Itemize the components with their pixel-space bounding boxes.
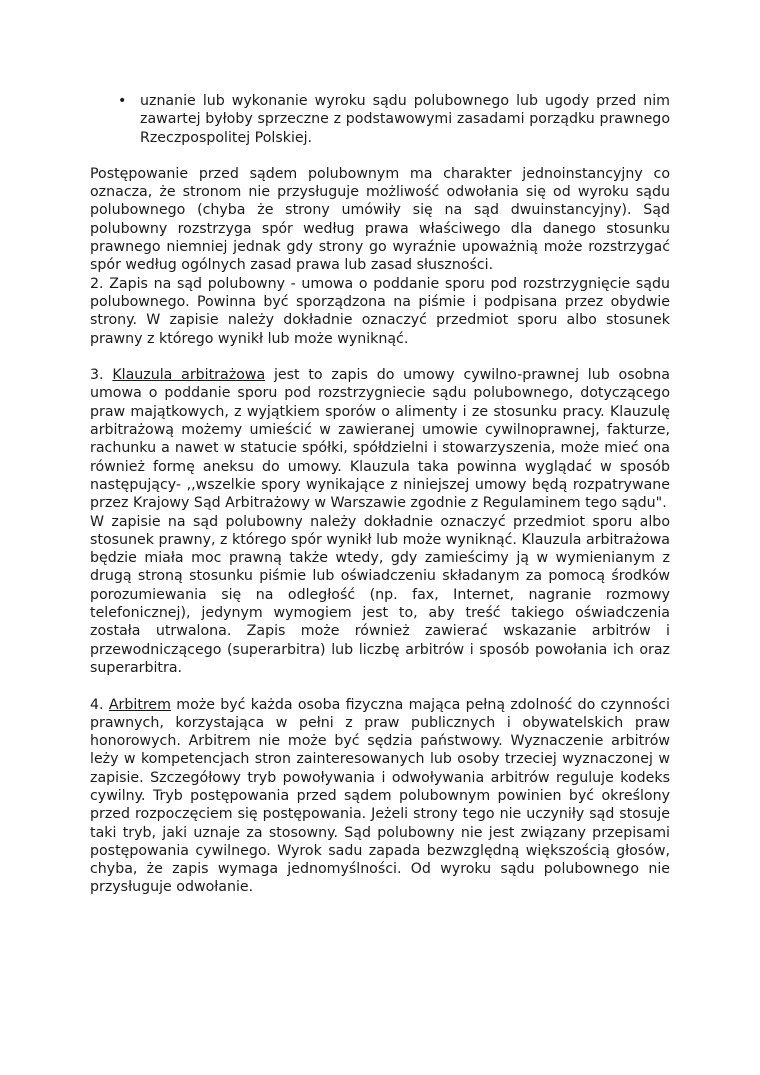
bullet-icon: • [118, 93, 127, 109]
paragraph-3 [90, 366, 670, 512]
paragraph-proceedings: Postępowanie przed sądem polubownym ma charakter jednoinstancyjny co oznacza, że stronom nie przysługuje możliwość odwołania się od wyroku sądu polubownego (chyba że strony umówiły się na sąd dwuinstancyjny). Sąd polubowny rozstrzyga spór według prawa właściwego dla danego stosunku prawnego niemniej jednak gdy strony go wyraźnie upoważnią może rozstrzygać spór według ogólnych zasad prawa lub zasad słuszności. [90, 165, 670, 274]
bullet-text: uznanie lub wykonanie wyroku sądu polubownego lub ugody przed nim zawartej byłoby sprzeczne z podstawowymi zasadami porządku prawnego Rzeczpospolitej Polskiej. [140, 93, 670, 146]
paragraph-3b: W zapisie na sąd polubowny należy dokładnie oznaczyć przedmiot sporu albo stosunek prawny, z którego spór wynikł lub może wyniknąć. Klauzula arbitrażowa będzie miała moc prawną także wtedy, gdy zamieścimy ją w wymienianym z drugą stroną stosunku piśmie lub oświadczeniu składanym za pomocą środków porozumiewania się na odległość (np. fax, Internet, nagranie rozmowy telefonicznej), jedynym wymogiem jest to, aby treść takiego oświadczenia została utrwalona. Zapis może również zawierać wskazanie arbitrów i przewodniczącego (superarbitra) lub liczbę arbitrów i sposób powołania ich oraz superarbitra. [90, 513, 670, 676]
paragraph-gap [90, 677, 670, 695]
document-page [90, 92, 670, 897]
paragraph-4 [90, 696, 670, 897]
paragraph-2: 2. Zapis na sąd polubowny - umowa o poddanie sporu pod rozstrzygnięcie sądu polubownego. Powinna być sporządzona na piśmie i podpisana przez obydwie strony. W zapisie należy dokładnie oznaczyć przedmiot sporu albo stosunek prawny z którego wynikł lub może wyniknąć. [90, 275, 670, 347]
paragraph-gap [90, 348, 670, 366]
paragraph-3-number: 3. [90, 367, 113, 384]
term-klauzula-arbitrazowa: Klauzula arbitrażowa [112, 367, 266, 384]
term-arbiter: Arbitrem [108, 696, 171, 713]
paragraph-3-text: jest to zapis do umowy cywilno-prawnej lub osobna umowa o poddanie sporu pod rozstrzygniecie sądu polubownego, dotyczącego praw majątkowych, z wyjątkiem sporów o alimenty i ze stosunku pracy. Klauzulę arbitrażową możemy umieścić w zawieranej umowie cywilnoprawnej, fakturze, rachunku a nawet w statucie spółki, spółdzielni i stowarzyszenia, może mieć ona również formę aneksu do umowy. Klauzula taka powinna wyglądać w sposób następujący- ,,wszelkie spory wynikające z niniejszej umowy będą rozpatrywane przez Krajowy Sąd Arbitrażowy w Warszawie zgodnie z Regulaminem tego sądu". [90, 367, 670, 512]
paragraph-4-text: może być każda osoba fizyczna mająca pełną zdolność do czynności prawnych, korzystająca w pełni z praw publicznych i obywatelskich praw honorowych. Arbitrem nie może być sędzia państwowy. Wyznaczenie arbitrów leży w kompetencjach stron zainteresowanych lub osoby trzeciej wyznaczonej w zapisie. Szczegółowy tryb powoływania i odwoływania arbitrów reguluje kodeks cywilny. Tryb postępowania przed sądem polubownym powinien być określony przed rozpoczęciem się postępowania. Jeżeli strony tego nie uczyniły sąd stosuje taki tryb, jaki uznaje za stosowny. Sąd polubowny nie jest związany przepisami postępowania cywilnego. Wyrok sadu zapada bezwzględną większością głosów, chyba, że zapis wymaga jednomyślności. Od wyroku sądu polubownego nie przysługuje odwołanie. [90, 696, 670, 896]
paragraph-4-number: 4. [90, 696, 109, 713]
bullet-item [90, 92, 670, 147]
